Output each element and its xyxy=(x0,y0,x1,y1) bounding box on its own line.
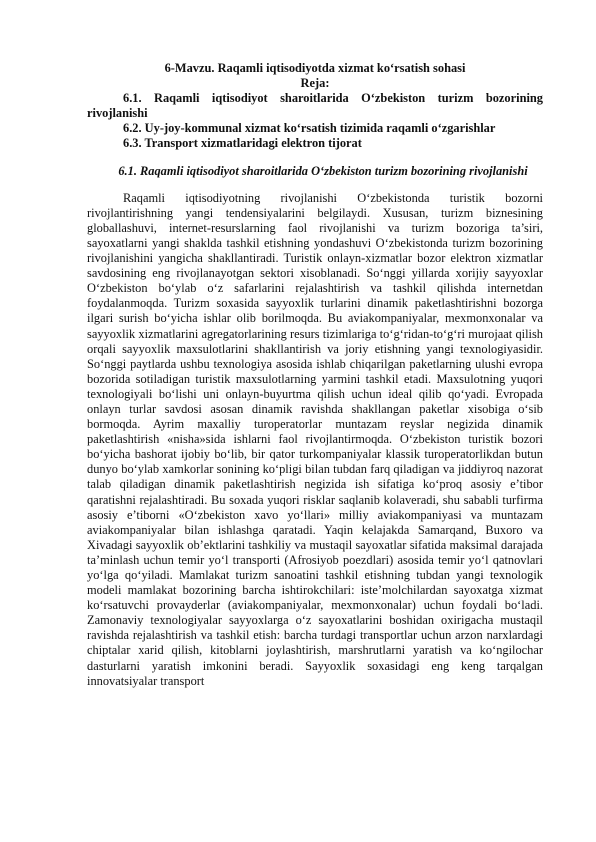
document-page xyxy=(87,61,543,689)
plan-label: Reja: xyxy=(300,76,330,91)
plan-item-2: 6.2. Uy-joy-kommunal xizmat ko‘rsatish tizimida raqamli o‘zgarishlar xyxy=(123,121,496,136)
body-paragraph: Raqamli iqtisodiyotning rivojlanishi O‘zbekistonda turistik bozorni rivojlantirishning yangi tendensiyalarini belgilaydi. Xususan, turizm biznesining globallashuvi, internet-resurslarning faol rivojlanishi va turizm bozoriga ta’siri, sayoxatlarni yangi shaklda tashkil etishning yondashuvi O‘zbekistonda turizm bozorining rivojlanishini yangicha shakllantiradi. Turistik onlayn-xizmatlar bozor elektron xizmatlar savdosining eng rivojlanayotgan sektori xisoblanadi. So‘nggi yillarda xorijiy sayyoxlar O‘zbekiston bo‘ylab o‘z safarlarini rejalashtirish va tashkil qilishda internetdan foydalanmoqda. Turizm soxasida sayyoxlik turlarini dinamik paketlashtirishni bozorga ilgari surish bo‘yicha ishlar olib borilmoqda. Bu aviakompaniyalar, mexmonxonalar va sayyoxlik xizmatlarini agregatorlarining resurs tizimlariga to‘g‘ridan-to‘g‘ri murojaat qilish orqali sayyoxlik maxsulotlarini shakllantirish va joriy etishning yangi texnologiyasidir. So‘nggi paytlarda ushbu texnologiya asosida ishlab chiqarilgan paketlarning ulushi evropa bozorida sotiladigan turistik maxsulotlarning yarmini tashkil etadi. Maxsulotning yuqori texnologiyali bo‘lishi uni onlayn-buyurtma qilish uchun ideal qilib qo‘yadi. Evropada onlayn turlar savdosi asosan dinamik ravishda shakllangan paketlar xisobiga o‘sib bormoqda. Ayrim maxalliy turoperatorlar muntazam reyslar negizida dinamik paketlashtirish «nisha»sida ishlarni faol rivojlantirmoqda. O‘zbekiston turistik bozori bo‘yicha bashorat ijobiy bo‘lib, bir qator turkompaniyalar klassik turoperatorlikdan butun dunyo bo‘ylab xamkorlar sonining ko‘pligi bilan tubdan farq qiladigan va jiddiyroq nazorat talab qiladigan dinamik paketlashtirish negizida ish sifatiga ko‘proq asosiy e’tibor qaratishni rejalashtiradi. Bu soxada yuqori risklar saqlanib kolaveradi, shu sababli turfirma asosiy e’tiborni «O‘zbekiston xavo yo‘llari» milliy aviakompaniyasi va muntazam aviakompaniyalar bilan ishlashga qaratadi. Yaqin kelajakda Samarqand, Buxoro va Xivadagi sayyoxlik ob’ektlarini tashkiliy va mustaqil sayoxatlar sifatida maksimal darajada ta’minlash uchun temir yo‘l transporti (Afrosiyob poezdlari) asosida temir yo‘l qatnovlari yo‘lga qo‘yiladi. Mamlakat turizm sanoatini tashkil etishning tubdan yangi texnologik modeli mamlakat bozorining barcha ishtirokchilari: iste’molchilardan sayoxatga xizmat ko‘rsatuvchi provayderlar (aviakompaniyalar, mexmonxonalar) uchun foydali bo‘ladi. Zamonaviy texnologiyalar sayyoxlarga o‘z sayoxatlarini boshidan oxirigacha mustaqil ravishda rejalashtirish va tashkil etish: barcha turdagi transportlar uchun arzon narxlardagi chiptalar xarid qilish, kitoblarni joylashtirish, marshrutlarni yaratish va ko‘ngilochar dasturlarni yaratish imkonini beradi. Sayyoxlik soxasidagi eng keng tarqalgan innovatsiyalar transport xyxy=(87,190,543,688)
document-title: 6-Mavzu. Raqamli iqtisodiyotda xizmat ko‘rsatish sohasi xyxy=(164,61,466,75)
plan-list xyxy=(87,91,543,151)
section-heading: 6.1. Raqamli iqtisodiyot sharoitlarida O‘zbekiston turizm bozorining rivojlanishi xyxy=(118,163,528,178)
plan-item-1: 6.1. Raqamli iqtisodiyot sharoitlarida O‘zbekiston turizm bozorining rivojlanishi xyxy=(87,91,543,121)
plan-item-3: 6.3. Transport xizmatlaridagi elektron tijorat xyxy=(123,136,362,151)
